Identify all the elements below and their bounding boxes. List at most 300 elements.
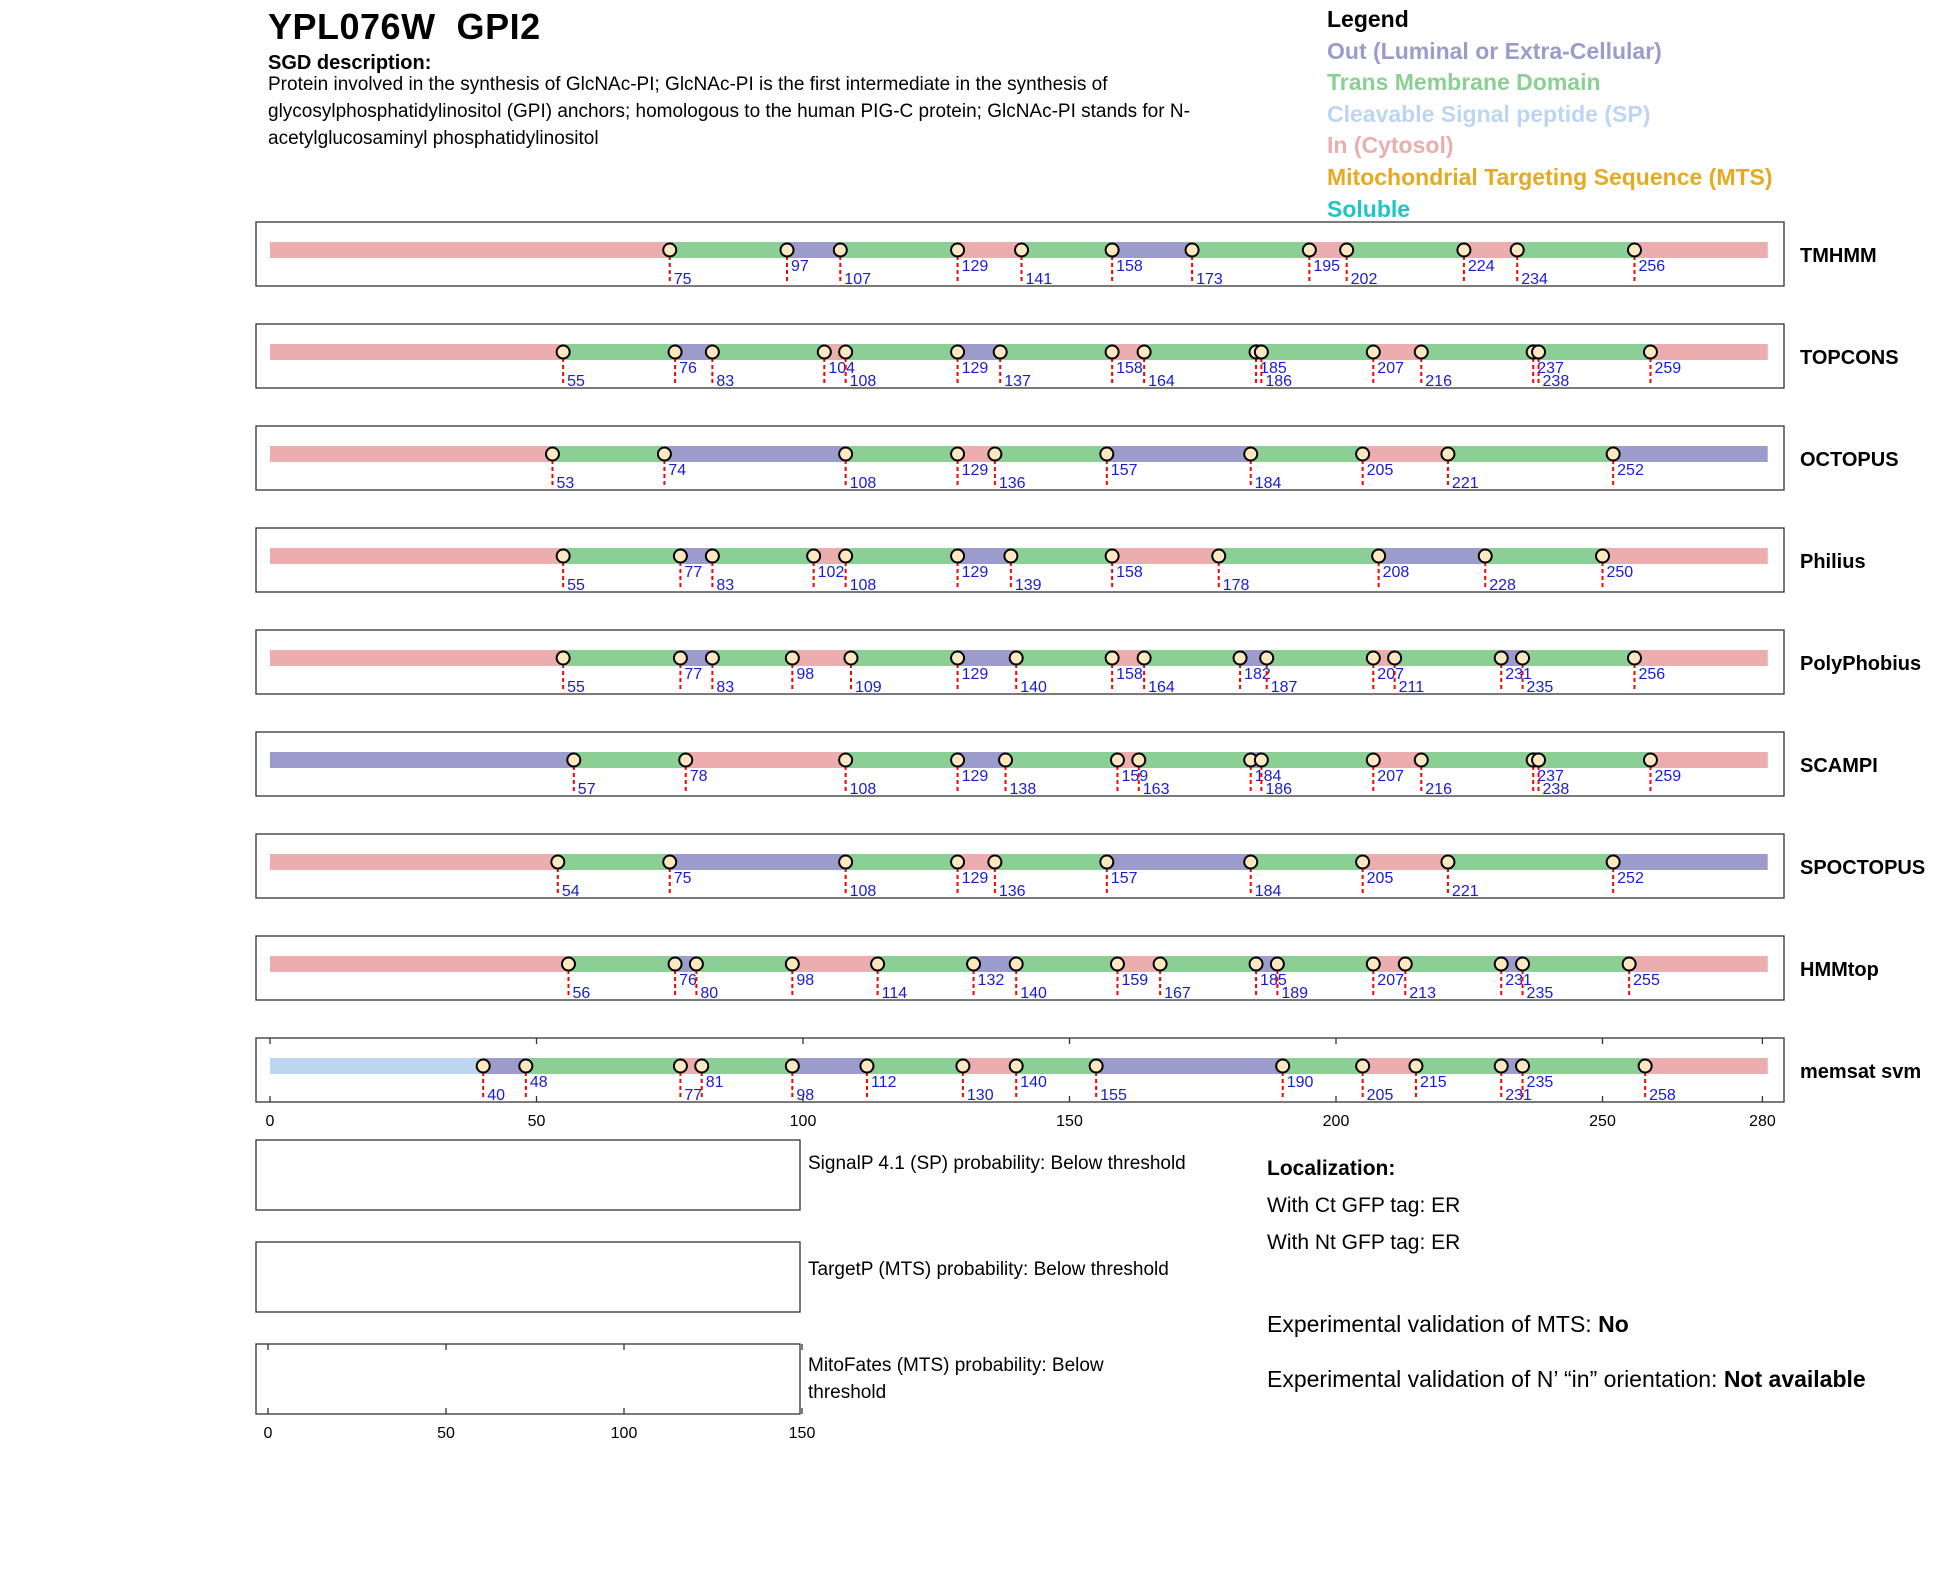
segment-in bbox=[270, 242, 670, 258]
boundary-marker bbox=[557, 652, 570, 665]
boundary-label: 186 bbox=[1265, 781, 1293, 798]
x-tick-label: 50 bbox=[527, 1113, 546, 1130]
boundary-label: 136 bbox=[998, 883, 1026, 900]
boundary-marker bbox=[1516, 958, 1529, 971]
segment-in bbox=[1363, 446, 1448, 462]
segment-tm bbox=[1011, 548, 1112, 564]
track-scampi bbox=[256, 732, 1878, 798]
segment-out bbox=[958, 650, 1017, 666]
boundary-marker bbox=[706, 550, 719, 563]
segment-tm bbox=[1016, 650, 1112, 666]
boundary-marker bbox=[1106, 550, 1119, 563]
boundary-label: 173 bbox=[1196, 271, 1223, 288]
boundary-label: 77 bbox=[684, 564, 703, 581]
boundary-label: 97 bbox=[791, 258, 809, 275]
boundary-label: 98 bbox=[796, 972, 815, 989]
segment-out bbox=[1613, 446, 1768, 462]
boundary-label: 256 bbox=[1638, 666, 1666, 683]
boundary-marker bbox=[818, 346, 831, 359]
x-tick-label: 0 bbox=[265, 1113, 275, 1130]
track-label: OCTOPUS bbox=[1800, 449, 1899, 471]
boundary-marker bbox=[988, 856, 1001, 869]
segment-tm bbox=[1022, 242, 1113, 258]
boundary-label: 108 bbox=[849, 577, 877, 594]
boundary-marker bbox=[1532, 754, 1545, 767]
boundary-label: 76 bbox=[679, 360, 697, 377]
boundary-marker bbox=[1516, 1060, 1529, 1073]
boundary-label: 228 bbox=[1489, 577, 1516, 594]
segment-in bbox=[270, 956, 568, 972]
boundary-label: 259 bbox=[1654, 360, 1682, 377]
track-label: memsat svm bbox=[1800, 1061, 1922, 1083]
boundary-marker bbox=[839, 754, 852, 767]
boundary-label: 158 bbox=[1116, 258, 1143, 275]
x-tick-label: 250 bbox=[1589, 1113, 1616, 1130]
boundary-marker bbox=[807, 550, 820, 563]
boundary-marker bbox=[1250, 958, 1263, 971]
segment-tm bbox=[1006, 752, 1118, 768]
segment-tm bbox=[1517, 242, 1634, 258]
boundary-marker bbox=[839, 346, 852, 359]
orientation-validation-label: Experimental validation of N’ “in” orientation: bbox=[1267, 1366, 1724, 1392]
boundary-marker bbox=[951, 448, 964, 461]
boundary-marker bbox=[1138, 346, 1151, 359]
targetp-label: TargetP (MTS) probability: Below threshold bbox=[808, 1259, 1169, 1280]
segment-tm bbox=[1448, 446, 1613, 462]
segment-tm bbox=[846, 854, 958, 870]
boundary-marker bbox=[1372, 550, 1385, 563]
boundary-label: 216 bbox=[1425, 373, 1452, 390]
boundary-label: 178 bbox=[1222, 577, 1250, 594]
segment-tm bbox=[563, 650, 680, 666]
boundary-marker bbox=[1010, 1060, 1023, 1073]
boundary-marker bbox=[1607, 448, 1620, 461]
boundary-label: 202 bbox=[1350, 271, 1378, 288]
boundary-marker bbox=[674, 550, 687, 563]
boundary-marker bbox=[786, 652, 799, 665]
boundary-label: 140 bbox=[1020, 1074, 1047, 1091]
segment-in bbox=[270, 548, 563, 564]
boundary-marker bbox=[1415, 346, 1428, 359]
x-tick-label: 200 bbox=[1322, 1113, 1350, 1130]
boundary-label: 235 bbox=[1526, 985, 1554, 1002]
boundary-marker bbox=[999, 754, 1012, 767]
boundary-marker bbox=[1271, 958, 1284, 971]
boundary-marker bbox=[557, 550, 570, 563]
boundary-marker bbox=[834, 244, 847, 257]
boundary-label: 139 bbox=[1014, 577, 1042, 594]
boundary-marker bbox=[1004, 550, 1017, 563]
track-label: SCAMPI bbox=[1800, 755, 1878, 777]
boundary-marker bbox=[786, 958, 799, 971]
boundary-marker bbox=[988, 448, 1001, 461]
segment-tm bbox=[1283, 1058, 1363, 1074]
boundary-marker bbox=[567, 754, 580, 767]
boundary-marker bbox=[663, 244, 676, 257]
boundary-label: 140 bbox=[1020, 679, 1047, 696]
boundary-marker bbox=[1367, 958, 1380, 971]
segment-out bbox=[958, 548, 1011, 564]
segment-tm bbox=[1485, 548, 1602, 564]
boundary-label: 255 bbox=[1633, 972, 1660, 989]
boundary-marker bbox=[1260, 652, 1273, 665]
boundary-marker bbox=[781, 244, 794, 257]
segment-tm bbox=[1251, 446, 1363, 462]
boundary-marker bbox=[1532, 346, 1545, 359]
boundary-label: 207 bbox=[1377, 972, 1405, 989]
signalp-box bbox=[256, 1140, 800, 1210]
segment-tm bbox=[568, 956, 675, 972]
boundary-label: 185 bbox=[1260, 972, 1287, 989]
boundary-label: 80 bbox=[700, 985, 719, 1002]
boundary-marker bbox=[557, 346, 570, 359]
boundary-label: 213 bbox=[1409, 985, 1436, 1002]
boundary-marker bbox=[1100, 856, 1113, 869]
boundary-marker bbox=[1106, 346, 1119, 359]
boundary-marker bbox=[1644, 754, 1657, 767]
boundary-label: 157 bbox=[1110, 870, 1138, 887]
boundary-label: 55 bbox=[567, 373, 585, 390]
segment-tm bbox=[840, 242, 957, 258]
boundary-marker bbox=[1090, 1060, 1103, 1073]
segment-tm bbox=[526, 1058, 681, 1074]
boundary-marker bbox=[1388, 652, 1401, 665]
boundary-marker bbox=[1367, 652, 1380, 665]
mitofates-label: MitoFates (MTS) probability: Below threshold bbox=[808, 1355, 1104, 1403]
boundary-marker bbox=[706, 346, 719, 359]
boundary-label: 112 bbox=[870, 1074, 897, 1091]
boundary-marker bbox=[1100, 448, 1113, 461]
boundary-marker bbox=[1015, 244, 1028, 257]
segment-in bbox=[1650, 344, 1767, 360]
boundary-label: 155 bbox=[1100, 1087, 1127, 1104]
boundary-label: 40 bbox=[487, 1087, 505, 1104]
boundary-label: 114 bbox=[881, 985, 908, 1002]
boundary-label: 74 bbox=[668, 462, 687, 479]
pred-x-tick-label: 50 bbox=[437, 1425, 455, 1442]
boundary-marker bbox=[1596, 550, 1609, 563]
boundary-marker bbox=[1340, 244, 1353, 257]
segment-tm bbox=[1160, 956, 1256, 972]
boundary-label: 129 bbox=[961, 360, 989, 377]
segment-tm bbox=[1000, 344, 1112, 360]
track-label: Philius bbox=[1800, 551, 1866, 573]
segment-tm bbox=[1261, 752, 1373, 768]
boundary-label: 189 bbox=[1281, 985, 1309, 1002]
segment-in bbox=[1634, 242, 1767, 258]
boundary-label: 184 bbox=[1254, 475, 1282, 492]
boundary-label: 56 bbox=[572, 985, 591, 1002]
segment-tm bbox=[846, 752, 958, 768]
segment-in bbox=[1645, 1058, 1768, 1074]
boundary-label: 235 bbox=[1526, 679, 1554, 696]
boundary-label: 231 bbox=[1505, 1087, 1532, 1104]
boundary-label: 108 bbox=[849, 373, 877, 390]
segment-in bbox=[963, 1058, 1016, 1074]
boundary-marker bbox=[690, 958, 703, 971]
boundary-label: 109 bbox=[854, 679, 882, 696]
boundary-label: 205 bbox=[1366, 1087, 1394, 1104]
track-philius bbox=[256, 528, 1866, 594]
boundary-label: 250 bbox=[1606, 564, 1634, 581]
boundary-label: 231 bbox=[1505, 666, 1532, 683]
boundary-label: 238 bbox=[1542, 781, 1570, 798]
boundary-label: 77 bbox=[684, 1087, 703, 1104]
segment-in bbox=[1634, 650, 1767, 666]
boundary-label: 76 bbox=[679, 972, 697, 989]
x-tick-label: 150 bbox=[1056, 1113, 1083, 1130]
segment-out bbox=[1107, 446, 1251, 462]
boundary-marker bbox=[562, 958, 575, 971]
boundary-label: 159 bbox=[1121, 972, 1149, 989]
segment-tm bbox=[1421, 752, 1533, 768]
boundary-marker bbox=[951, 244, 964, 257]
segment-tm bbox=[1016, 1058, 1096, 1074]
segment-in bbox=[1603, 548, 1768, 564]
boundary-marker bbox=[1356, 1060, 1369, 1073]
boundary-label: 208 bbox=[1382, 564, 1410, 581]
boundary-marker bbox=[951, 754, 964, 767]
segment-tm bbox=[1219, 548, 1379, 564]
boundary-label: 207 bbox=[1377, 666, 1405, 683]
segment-tm bbox=[1395, 650, 1502, 666]
track-spoctopus bbox=[256, 834, 1925, 900]
boundary-marker bbox=[951, 550, 964, 563]
boundary-label: 48 bbox=[529, 1074, 548, 1091]
boundary-marker bbox=[1132, 754, 1145, 767]
boundary-marker bbox=[477, 1060, 490, 1073]
segment-tm bbox=[1347, 242, 1464, 258]
boundary-marker bbox=[1186, 244, 1199, 257]
boundary-label: 108 bbox=[849, 781, 877, 798]
boundary-label: 221 bbox=[1451, 883, 1479, 900]
boundary-marker bbox=[786, 1060, 799, 1073]
boundary-marker bbox=[658, 448, 671, 461]
track-memsat-svm bbox=[256, 1038, 1921, 1104]
segment-tm bbox=[1421, 344, 1533, 360]
localization-nt: With Nt GFP tag: ER bbox=[1267, 1231, 1461, 1254]
boundary-marker bbox=[1516, 652, 1529, 665]
boundary-label: 129 bbox=[961, 462, 989, 479]
boundary-marker bbox=[1479, 550, 1492, 563]
boundary-marker bbox=[839, 550, 852, 563]
orientation-validation-value: Not available bbox=[1723, 1366, 1866, 1392]
segment-tm bbox=[1277, 956, 1373, 972]
segment-tm bbox=[1261, 344, 1373, 360]
boundary-marker bbox=[951, 856, 964, 869]
boundary-label: 129 bbox=[961, 870, 989, 887]
segment-tm bbox=[851, 650, 958, 666]
boundary-label: 238 bbox=[1542, 373, 1570, 390]
boundary-label: 158 bbox=[1116, 564, 1143, 581]
boundary-marker bbox=[1356, 448, 1369, 461]
mts-validation-value: No bbox=[1598, 1311, 1629, 1337]
segment-tm bbox=[995, 446, 1107, 462]
boundary-label: 164 bbox=[1148, 373, 1175, 390]
mts-validation bbox=[1267, 1308, 1867, 1341]
boundary-label: 224 bbox=[1467, 258, 1495, 275]
boundary-label: 221 bbox=[1451, 475, 1479, 492]
boundary-marker bbox=[1010, 958, 1023, 971]
boundary-marker bbox=[679, 754, 692, 767]
segment-tm bbox=[1192, 242, 1309, 258]
boundary-marker bbox=[839, 856, 852, 869]
boundary-label: 184 bbox=[1254, 768, 1282, 785]
segment-in bbox=[1650, 752, 1767, 768]
boundary-marker bbox=[1628, 244, 1641, 257]
mts-validation-label: Experimental validation of MTS: bbox=[1267, 1311, 1599, 1337]
segment-out bbox=[787, 242, 840, 258]
segment-tm bbox=[1523, 1058, 1646, 1074]
segment-tm bbox=[558, 854, 670, 870]
boundary-label: 190 bbox=[1286, 1074, 1314, 1091]
boundary-label: 136 bbox=[998, 475, 1026, 492]
boundary-marker bbox=[1367, 754, 1380, 767]
boundary-marker bbox=[1138, 652, 1151, 665]
boundary-label: 55 bbox=[567, 679, 585, 696]
boundary-marker bbox=[871, 958, 884, 971]
track-label: TOPCONS bbox=[1800, 347, 1899, 369]
orientation-validation bbox=[1267, 1363, 1867, 1396]
segment-in bbox=[792, 956, 877, 972]
boundary-marker bbox=[1303, 244, 1316, 257]
segment-in bbox=[1629, 956, 1768, 972]
boundary-label: 215 bbox=[1419, 1074, 1447, 1091]
boundary-marker bbox=[1607, 856, 1620, 869]
boundary-label: 256 bbox=[1638, 258, 1666, 275]
boundary-label: 98 bbox=[796, 666, 815, 683]
segment-tm bbox=[712, 650, 792, 666]
boundary-label: 129 bbox=[961, 666, 989, 683]
segment-out bbox=[1379, 548, 1486, 564]
boundary-marker bbox=[551, 856, 564, 869]
boundary-label: 107 bbox=[844, 271, 872, 288]
experimental-validation bbox=[1267, 1308, 1867, 1418]
boundary-marker bbox=[1106, 244, 1119, 257]
segment-tm bbox=[1539, 344, 1651, 360]
segment-out bbox=[1613, 854, 1768, 870]
segment-in bbox=[270, 446, 552, 462]
track-label: HMMtop bbox=[1800, 959, 1879, 981]
signalp-label: SignalP 4.1 (SP) probability: Below threshold bbox=[808, 1153, 1186, 1174]
segment-tm bbox=[574, 752, 686, 768]
segment-in bbox=[1363, 1058, 1416, 1074]
segment-tm bbox=[878, 956, 974, 972]
boundary-label: 237 bbox=[1537, 360, 1564, 377]
boundary-label: 207 bbox=[1377, 768, 1405, 785]
boundary-label: 184 bbox=[1254, 883, 1282, 900]
boundary-label: 53 bbox=[556, 475, 575, 492]
track-tmhmm bbox=[256, 222, 1877, 288]
boundary-label: 140 bbox=[1020, 985, 1047, 1002]
boundary-marker bbox=[1276, 1060, 1289, 1073]
boundary-marker bbox=[1495, 958, 1508, 971]
boundary-marker bbox=[1106, 652, 1119, 665]
boundary-marker bbox=[1111, 958, 1124, 971]
mitofates-box bbox=[256, 1344, 800, 1414]
boundary-label: 102 bbox=[817, 564, 845, 581]
boundary-marker bbox=[839, 448, 852, 461]
boundary-marker bbox=[1356, 856, 1369, 869]
boundary-label: 205 bbox=[1366, 462, 1394, 479]
segment-in bbox=[686, 752, 846, 768]
segment-tm bbox=[1523, 956, 1630, 972]
boundary-label: 164 bbox=[1148, 679, 1175, 696]
x-tick-label: 280 bbox=[1749, 1113, 1776, 1130]
pred-x-tick-label: 150 bbox=[788, 1425, 816, 1442]
segment-in bbox=[270, 344, 563, 360]
legend-item-in: In (Cytosol) bbox=[1327, 132, 1454, 159]
segment-tm bbox=[1139, 752, 1251, 768]
boundary-label: 207 bbox=[1377, 360, 1405, 377]
boundary-label: 75 bbox=[673, 870, 692, 887]
boundary-label: 129 bbox=[961, 258, 989, 275]
segment-out bbox=[792, 1058, 867, 1074]
segment-tm bbox=[563, 344, 675, 360]
localization-title: Localization: bbox=[1267, 1157, 1396, 1180]
segment-out bbox=[1096, 1058, 1283, 1074]
segment-tm bbox=[1267, 650, 1374, 666]
segment-tm bbox=[1016, 956, 1117, 972]
boundary-label: 252 bbox=[1617, 462, 1644, 479]
segment-out bbox=[1107, 854, 1251, 870]
segment-tm bbox=[1251, 854, 1363, 870]
legend-item-out: Out (Luminal or Extra-Cellular) bbox=[1327, 37, 1662, 64]
boundary-marker bbox=[1111, 754, 1124, 767]
boundary-marker bbox=[663, 856, 676, 869]
boundary-label: 159 bbox=[1121, 768, 1149, 785]
boundary-label: 252 bbox=[1617, 870, 1644, 887]
boundary-marker bbox=[860, 1060, 873, 1073]
boundary-label: 77 bbox=[684, 666, 703, 683]
pred-x-tick-label: 0 bbox=[263, 1425, 273, 1442]
boundary-marker bbox=[1644, 346, 1657, 359]
boundary-marker bbox=[1628, 652, 1641, 665]
segment-in bbox=[792, 650, 851, 666]
boundary-marker bbox=[1457, 244, 1470, 257]
legend-item-soluble: Soluble bbox=[1327, 195, 1411, 222]
legend-item-sp: Cleavable Signal peptide (SP) bbox=[1327, 100, 1651, 127]
boundary-label: 259 bbox=[1654, 768, 1682, 785]
sgd-description-label: SGD description: bbox=[268, 52, 432, 74]
boundary-label: 205 bbox=[1366, 870, 1394, 887]
segment-tm bbox=[1144, 344, 1256, 360]
pred-x-tick-label: 100 bbox=[610, 1425, 638, 1442]
segment-out bbox=[670, 854, 846, 870]
boundary-marker bbox=[967, 958, 980, 971]
boundary-label: 137 bbox=[1004, 373, 1031, 390]
boundary-marker bbox=[1234, 652, 1247, 665]
boundary-marker bbox=[951, 652, 964, 665]
boundary-label: 211 bbox=[1398, 679, 1425, 696]
boundary-label: 57 bbox=[577, 781, 596, 798]
boundary-label: 132 bbox=[977, 972, 1005, 989]
boundary-marker bbox=[951, 346, 964, 359]
segment-tm bbox=[1523, 650, 1635, 666]
boundary-label: 187 bbox=[1270, 679, 1298, 696]
segment-tm bbox=[563, 548, 680, 564]
segment-in bbox=[1112, 548, 1219, 564]
segment-out bbox=[270, 752, 574, 768]
boundary-marker bbox=[1255, 754, 1268, 767]
legend-item-tm: Trans Membrane Domain bbox=[1327, 69, 1601, 96]
boundary-marker bbox=[546, 448, 559, 461]
boundary-marker bbox=[1495, 1060, 1508, 1073]
boundary-label: 129 bbox=[961, 564, 989, 581]
boundary-label: 130 bbox=[966, 1087, 994, 1104]
segment-in bbox=[1464, 242, 1517, 258]
boundary-marker bbox=[1623, 958, 1636, 971]
